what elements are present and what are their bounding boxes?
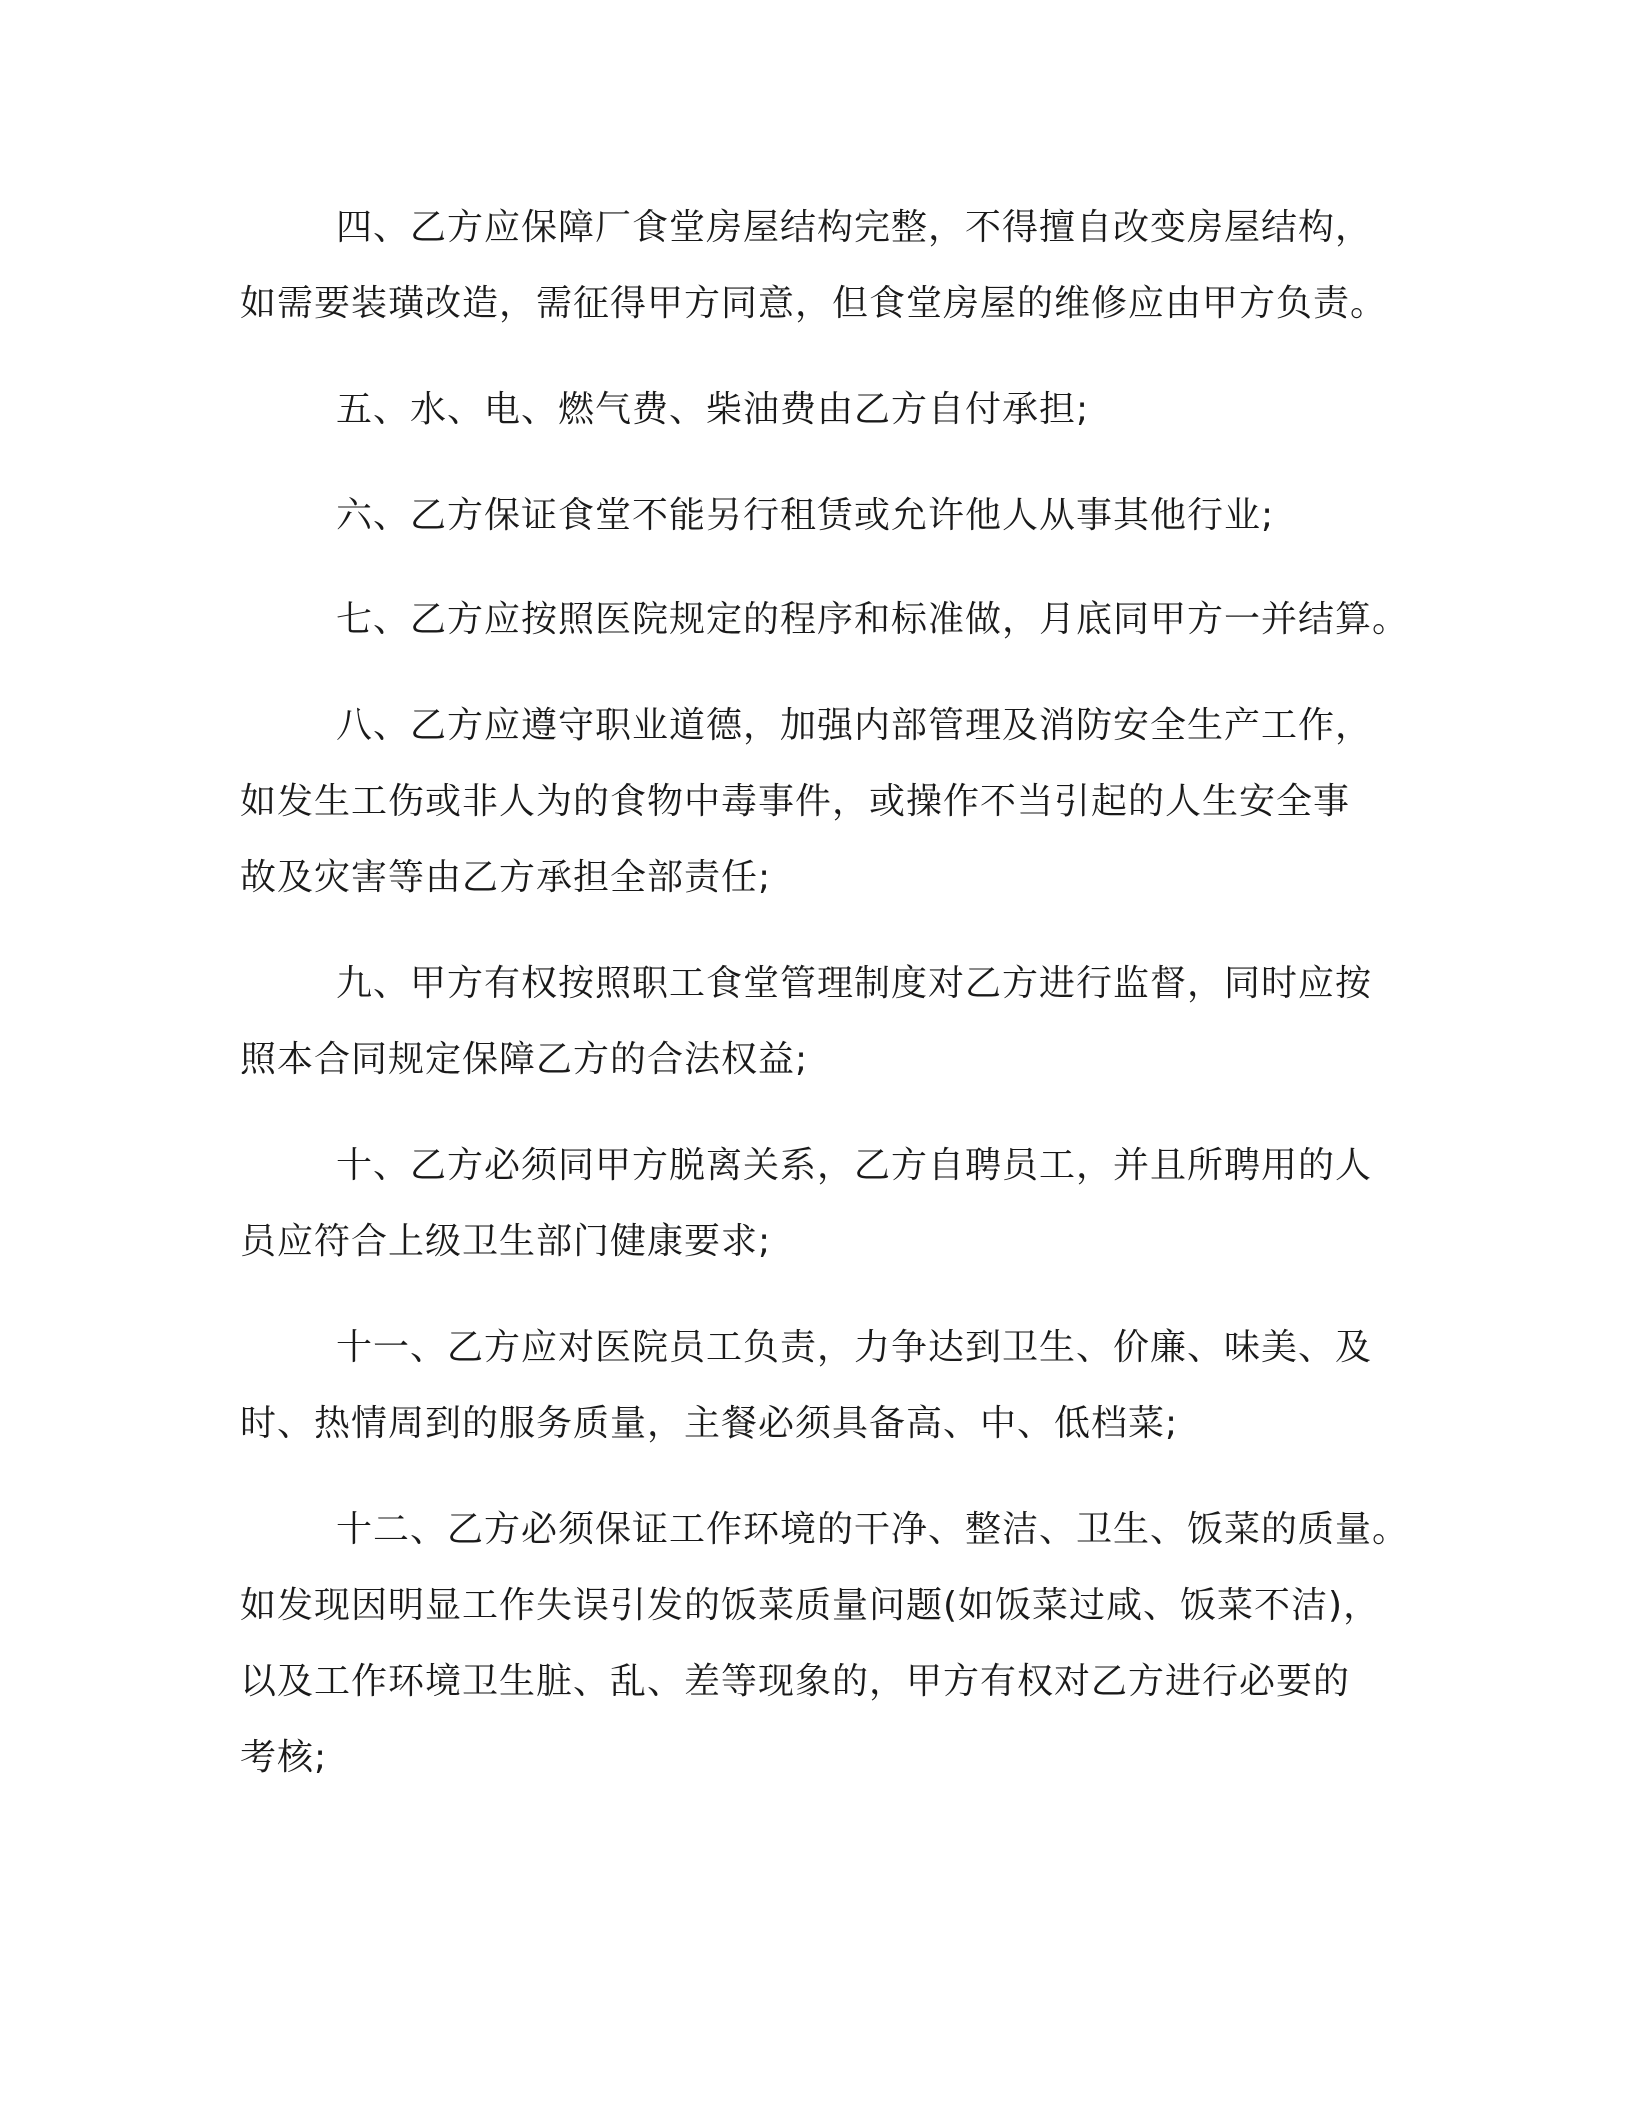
clause-5 <box>240 372 1390 448</box>
clause-8 <box>240 688 1390 916</box>
clause-line: 员应符合上级卫生部门健康要求; <box>240 1221 772 1262</box>
clause-10 <box>240 1128 1390 1280</box>
document-body <box>240 190 1410 1796</box>
clause-9 <box>240 946 1390 1098</box>
clause-6 <box>240 478 1390 554</box>
clause-4 <box>240 190 1390 342</box>
clause-line: 七、乙方应按照医院规定的程序和标准做，月底同甲方一并结算。 <box>336 599 1410 640</box>
clause-line: 五、水、电、燃气费、柴油费由乙方自付承担; <box>336 389 1090 430</box>
clause-line: 以及工作环境卫生脏、乱、差等现象的，甲方有权对乙方进行必要的 <box>240 1661 1351 1702</box>
clause-7 <box>240 582 1410 658</box>
clause-line: 九、甲方有权按照职工食堂管理制度对乙方进行监督，同时应按 <box>336 963 1373 1004</box>
clause-line: 十、乙方必须同甲方脱离关系，乙方自聘员工，并且所聘用的人 <box>336 1145 1373 1186</box>
clause-line: 故及灾害等由乙方承担全部责任; <box>240 857 772 898</box>
clause-line: 照本合同规定保障乙方的合法权益; <box>240 1039 809 1080</box>
clause-line: 如发生工伤或非人为的食物中毒事件，或操作不当引起的人生安全事 <box>240 781 1351 822</box>
clause-line: 十二、乙方必须保证工作环境的干净、整洁、卫生、饭菜的质量。 <box>336 1509 1410 1550</box>
clause-line: 六、乙方保证食堂不能另行租赁或允许他人从事其他行业; <box>336 495 1275 536</box>
clause-line: 如发现因明显工作失误引发的饭菜质量问题(如饭菜过咸、饭菜不洁)， <box>240 1585 1381 1626</box>
clause-12 <box>240 1492 1410 1796</box>
clause-line: 十一、乙方应对医院员工负责，力争达到卫生、价廉、味美、及 <box>336 1327 1373 1368</box>
clause-11 <box>240 1310 1390 1462</box>
clause-line: 时、热情周到的服务质量，主餐必须具备高、中、低档菜; <box>240 1403 1179 1444</box>
clause-line: 八、乙方应遵守职业道德，加强内部管理及消防安全生产工作， <box>336 705 1373 746</box>
clause-line: 四、乙方应保障厂食堂房屋结构完整，不得擅自改变房屋结构， <box>336 207 1373 248</box>
clause-line: 如需要装璜改造，需征得甲方同意，但食堂房屋的维修应由甲方负责。 <box>240 283 1388 324</box>
clause-line: 考核; <box>240 1737 328 1778</box>
